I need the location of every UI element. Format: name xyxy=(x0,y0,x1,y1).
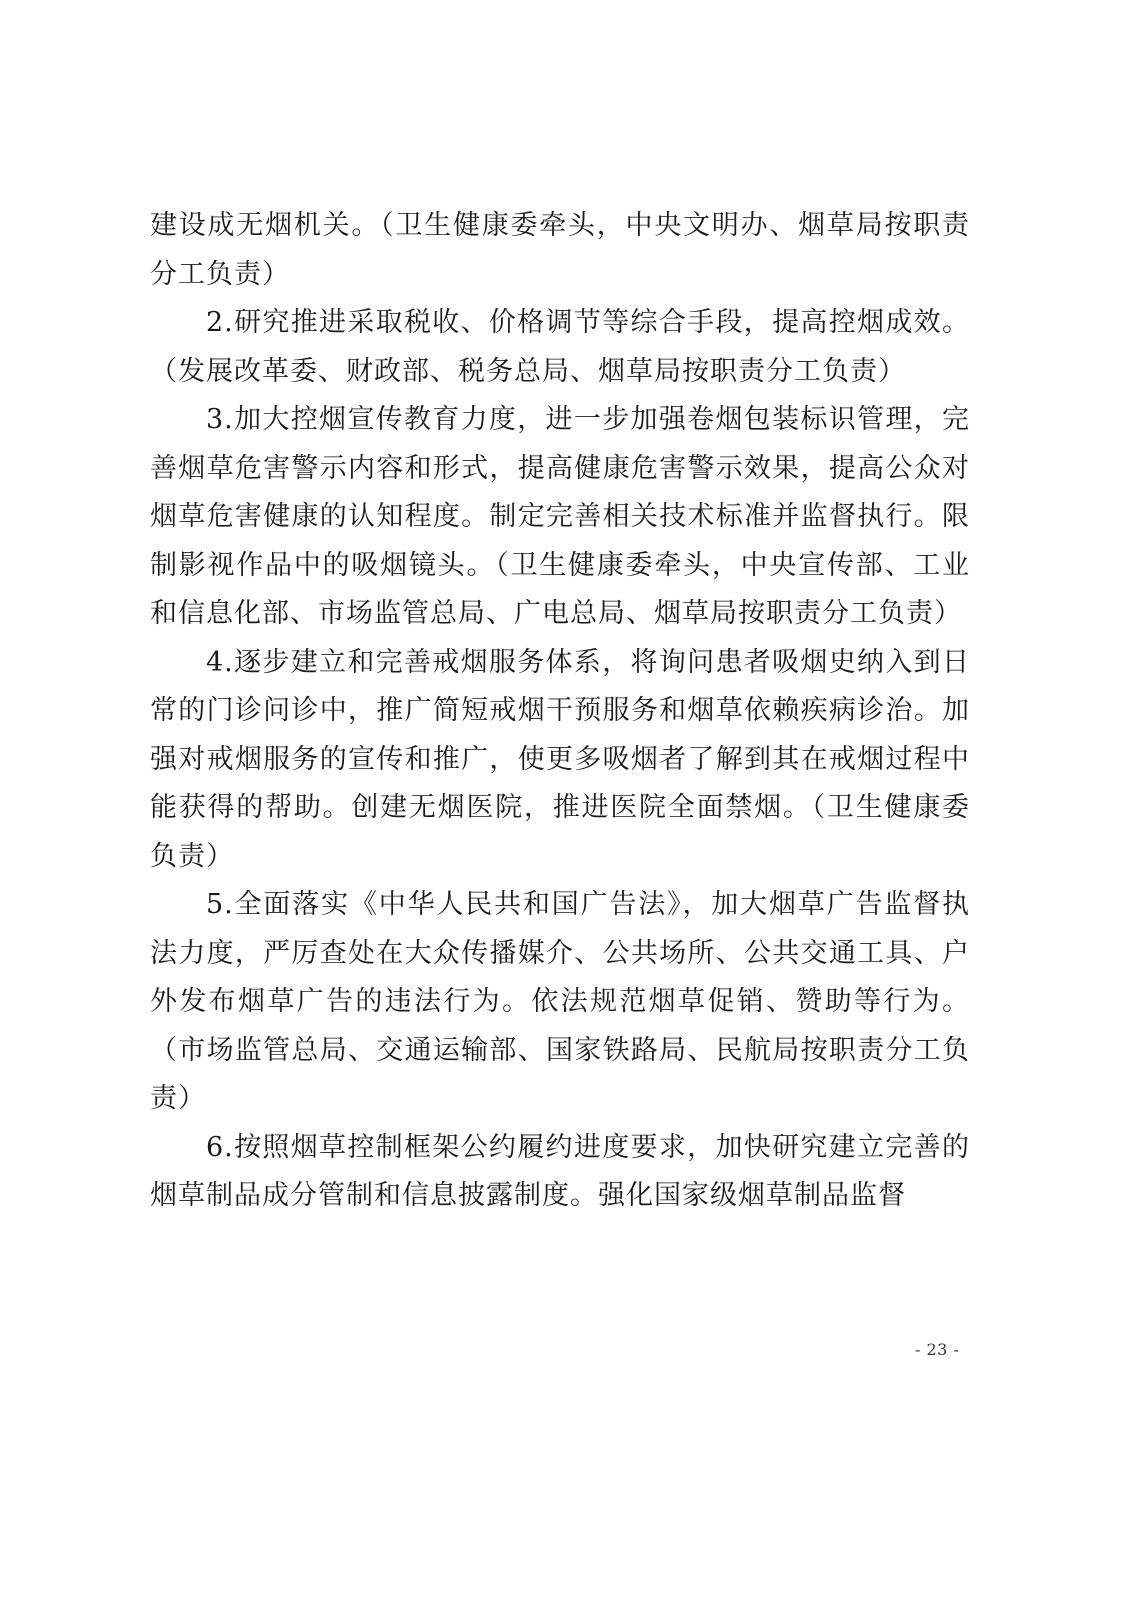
paragraph-item-4: 4.逐步建立和完善戒烟服务体系，将询问患者吸烟史纳入到日常的门诊问诊中，推广简短戒烟干预服务和烟草依赖疾病诊治。加强对戒烟服务的宣传和推广，使更多吸烟者了解到其在戒烟过程中能获得的帮助。创建无烟医院，推进医院全面禁烟。（卫生健康委负责） xyxy=(150,646,970,872)
paragraph-item-5: 5.全面落实《中华人民共和国广告法》，加大烟草广告监督执法力度，严厉查处在大众传播媒介、公共场所、公共交通工具、户外发布烟草广告的违法行为。依法规范烟草促销、赞助等行为。（市场监管总局、交通运输部、国家铁路局、民航局按职责分工负责） xyxy=(150,889,970,1114)
document-body xyxy=(150,202,970,1221)
paragraph-item-3: 3.加大控烟宣传教育力度，进一步加强卷烟包装标识管理，完善烟草危害警示内容和形式，提高健康危害警示效果，提高公众对烟草危害健康的认知程度。制定完善相关技术标准并监督执行。限制影视作品中的吸烟镜头。（卫生健康委牵头，中央宣传部、工业和信息化部、市场监管总局、广电总局、烟草局按职责分工负责） xyxy=(150,404,970,629)
paragraph-continuation: 建设成无烟机关。（卫生健康委牵头，中央文明办、烟草局按职责分工负责） xyxy=(150,210,970,290)
paragraph-item-2: 2.研究推进采取税收、价格调节等综合手段，提高控烟成效。（发展改革委、财政部、税务总局、烟草局按职责分工负责） xyxy=(150,307,970,387)
page-number: - 23 - xyxy=(915,1340,960,1359)
paragraph-item-6: 6.按照烟草控制框架公约履约进度要求，加快研究建立完善的烟草制品成分管制和信息披露制度。强化国家级烟草制品监督 xyxy=(150,1131,970,1211)
